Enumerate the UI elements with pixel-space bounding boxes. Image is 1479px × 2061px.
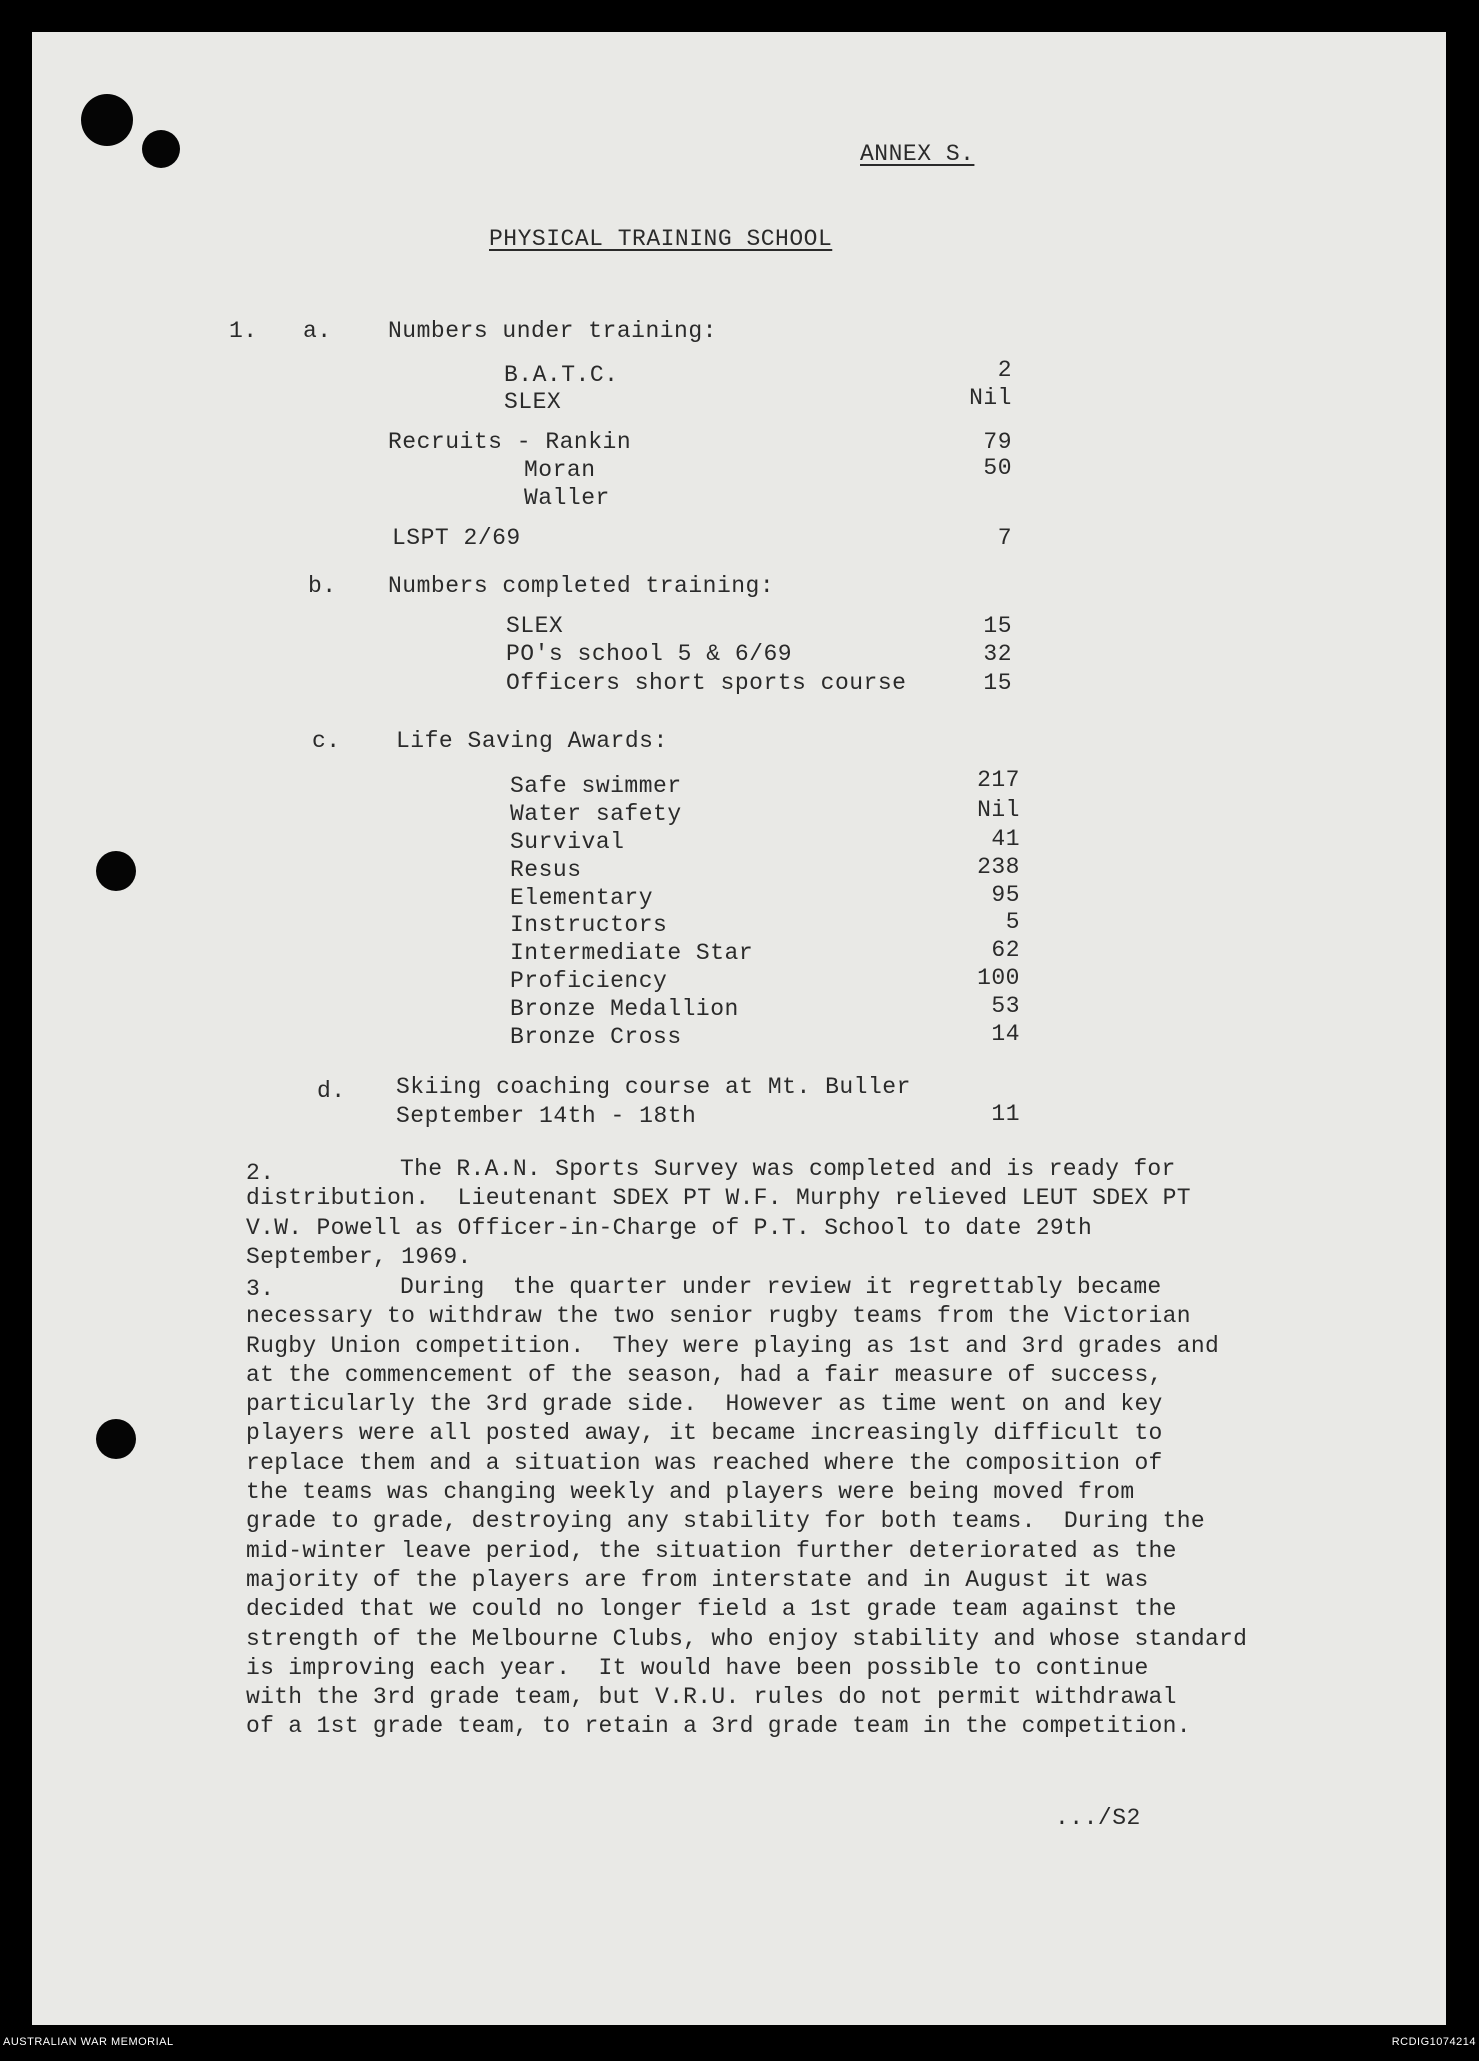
row-label: Bronze Cross	[510, 1024, 682, 1050]
item-number: 1.	[229, 318, 258, 344]
row-label: Elementary	[510, 885, 654, 911]
paragraph-line: majority of the players are from interstate and in August it was	[246, 1566, 1149, 1593]
row-value: 50	[983, 455, 1012, 481]
footer-record-id: RCDIG1074214	[1391, 2036, 1476, 2048]
paragraph-line: the teams was changing weekly and players were being moved from	[246, 1479, 1135, 1506]
row-value: 14	[991, 1021, 1020, 1047]
paragraph-line: particularly the 3rd grade side. However as time went on and key	[246, 1391, 1163, 1418]
continuation-marker: .../S2	[1055, 1805, 1141, 1831]
punch-hole	[96, 1419, 136, 1459]
row-value: 11	[991, 1101, 1020, 1127]
paragraph-3	[246, 1273, 1247, 1742]
row-value: Nil	[969, 385, 1012, 411]
document-page	[32, 32, 1446, 2025]
section-heading: Life Saving Awards:	[396, 728, 668, 754]
row-value: 15	[983, 670, 1012, 696]
sub-item-letter: a.	[303, 318, 332, 344]
section-heading: Numbers under training:	[388, 318, 717, 344]
row-value: 15	[983, 613, 1012, 639]
footer-archive-credit: AUSTRALIAN WAR MEMORIAL	[3, 2036, 174, 2048]
paragraph-line: September, 1969.	[246, 1243, 472, 1270]
row-label: Water safety	[510, 801, 682, 827]
row-label: Safe swimmer	[510, 773, 682, 799]
sub-item-letter: b.	[308, 573, 337, 599]
paragraph-line: During the quarter under review it regrettably became	[400, 1274, 1162, 1300]
paragraph-line: The R.A.N. Sports Survey was completed and is ready for	[400, 1156, 1176, 1182]
section-heading: Numbers completed training:	[388, 573, 775, 599]
row-label: Intermediate Star	[510, 940, 754, 966]
row-label: Proficiency	[510, 968, 668, 994]
item-text: September 14th - 18th	[396, 1103, 697, 1129]
paragraph-line: is improving each year. It would have been possible to continue	[246, 1654, 1149, 1681]
document-title: PHYSICAL TRAINING SCHOOL	[489, 226, 833, 252]
paragraph-line: grade to grade, destroying any stability for both teams. During the	[246, 1508, 1205, 1535]
row-label: Resus	[510, 857, 582, 883]
sub-item-letter: c.	[312, 728, 341, 754]
paragraph-line: strength of the Melbourne Clubs, who enjoy stability and whose standard	[246, 1625, 1248, 1652]
row-value: 217	[977, 767, 1020, 793]
row-value: 53	[991, 993, 1020, 1019]
row-label: Instructors	[510, 912, 668, 938]
row-label: Survival	[510, 829, 625, 855]
paragraph-line: of a 1st grade team, to retain a 3rd grade team in the competition.	[246, 1713, 1191, 1740]
row-value: 2	[997, 357, 1012, 383]
paragraph-line: necessary to withdraw the two senior rugby teams from the Victorian	[246, 1303, 1191, 1330]
row-label: LSPT 2/69	[392, 525, 521, 551]
paragraph-number: 3.	[246, 1276, 275, 1302]
row-value: 7	[997, 525, 1012, 551]
annex-label: ANNEX S.	[860, 141, 975, 167]
paragraph-number: 2.	[246, 1160, 275, 1186]
paragraph-line: with the 3rd grade team, but V.R.U. rules do not permit withdrawal	[246, 1684, 1177, 1711]
row-value: 79	[983, 429, 1012, 455]
paragraph-line: decided that we could no longer field a 1st grade team against the	[246, 1596, 1177, 1623]
paragraph-line: replace them and a situation was reached where the composition of	[246, 1449, 1163, 1476]
row-label: SLEX	[504, 389, 562, 415]
row-value: 100	[977, 965, 1020, 991]
row-value: 62	[991, 937, 1020, 963]
row-label: PO's school 5 & 6/69	[506, 641, 793, 667]
paragraph-2	[246, 1155, 1191, 1272]
paragraph-line: Rugby Union competition. They were playing as 1st and 3rd grades and	[246, 1332, 1220, 1359]
sub-item-letter: d.	[317, 1078, 346, 1104]
punch-hole	[96, 851, 136, 891]
row-value: 41	[991, 826, 1020, 852]
punch-hole	[81, 94, 133, 146]
paragraph-line: at the commencement of the season, had a fair measure of success,	[246, 1361, 1163, 1388]
row-label: Bronze Medallion	[510, 996, 739, 1022]
row-value: 5	[1005, 909, 1020, 935]
item-text: Skiing coaching course at Mt. Buller	[396, 1074, 911, 1100]
row-label: Moran	[524, 457, 596, 483]
row-value: 238	[977, 854, 1020, 880]
paragraph-line: distribution. Lieutenant SDEX PT W.F. Murphy relieved LEUT SDEX PT	[246, 1185, 1191, 1212]
row-value: 32	[983, 641, 1012, 667]
row-label: B.A.T.C.	[504, 362, 619, 388]
row-label: Waller	[524, 485, 610, 511]
row-label: Officers short sports course	[506, 670, 907, 696]
row-value: 95	[991, 882, 1020, 908]
paragraph-line: players were all posted away, it became increasingly difficult to	[246, 1420, 1163, 1447]
row-label: Recruits - Rankin	[388, 429, 632, 455]
punch-hole	[142, 130, 180, 168]
paragraph-line: mid-winter leave period, the situation further deteriorated as the	[246, 1537, 1177, 1564]
row-label: SLEX	[506, 613, 564, 639]
paragraph-line: V.W. Powell as Officer-in-Charge of P.T. School to date 29th	[246, 1214, 1093, 1241]
row-value: Nil	[977, 797, 1020, 823]
